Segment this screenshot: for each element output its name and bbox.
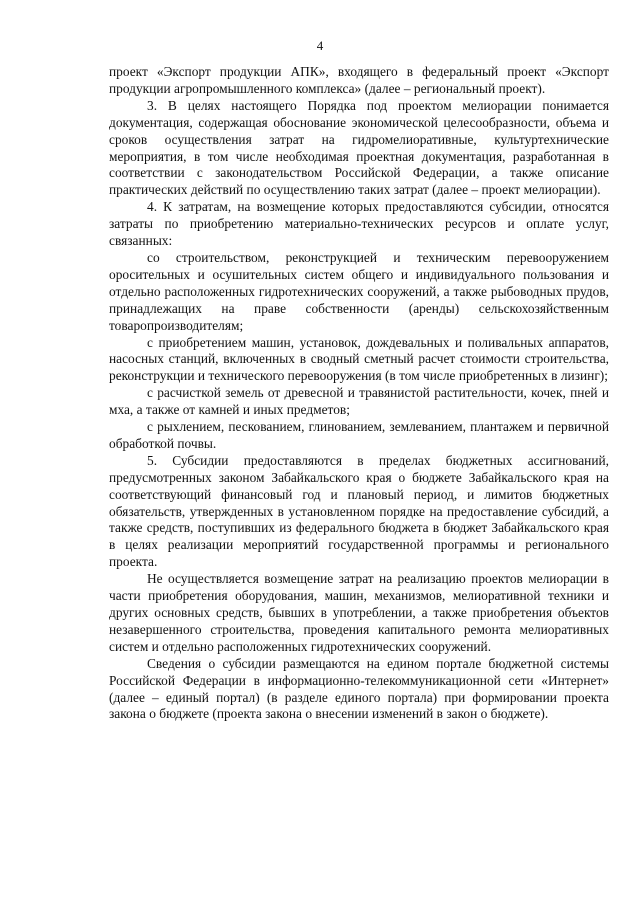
paragraph-continuation: проект «Экспорт продукции АПК», входящего в федеральный проект «Экспорт продукции агропромышленного комплекса» (далее – региональный проект). [109,64,609,96]
document-body [109,64,609,723]
paragraph-subitem-clearing: с расчисткой земель от древесной и травянистой растительности, кочек, пней и мха, а также от камней и иных предметов; [109,385,609,418]
paragraph-portal-info: Сведения о субсидии размещаются на едином портале бюджетной системы Российской Федерации в информационно-телекоммуникационной сети «Интернет» (далее – единый портал) (в разделе единого портала) при формировании проекта закона о бюджете (проекта закона о внесении изменений в закон о бюджете). [109,655,609,722]
paragraph-item-5: 5. Субсидии предоставляются в пределах бюджетных ассигнований, предусмотренных законом Забайкальского края о бюджете Забайкальского края на соответствующий финансовый год и плановый период, и лимитов бюджетных обязательств, утвержденных в установленном порядке на предоставление субсидий, а также средств, поступивших из федерального бюджета в бюджет Забайкальского края в целях реализации мероприятий государственной программы и регионального проекта. [109,452,609,570]
paragraph-subitem-soil: с рыхлением, пескованием, глинованием, землеванием, плантажем и первичной обработкой почвы. [109,419,609,451]
paragraph-item-3: 3. В целях настоящего Порядка под проектом мелиорации понимается документация, содержащая обоснование экономической целесообразности, объема и сроков осуществления затрат на гидромелиоративные, культуртехнические мероприятия, в том числе необходимая проектная документация, разработанная в соответствии с законодательством Российской Федерации, а также описание практических действий по осуществлению таких затрат (далее – проект мелиорации). [109,97,609,198]
paragraph-subitem-machinery: с приобретением машин, установок, дождевальных и поливальных аппаратов, насосных станций, включенных в сводный сметный расчет стоимости строительства, реконструкции и технического перевооружения (в том числе приобретенных в лизинг); [109,334,609,384]
paragraph-item-4: 4. К затратам, на возмещение которых предоставляются субсидии, относятся затраты по приобретению материально-технических ресурсов и оплате услуг, связанных: [109,199,609,249]
paragraph-exclusions: Не осуществляется возмещение затрат на реализацию проектов мелиорации в части приобретения оборудования, машин, механизмов, мелиоративной техники и других основных средств, бывших в употреблении, а также приобретения объектов незавершенного строительства, проведения капитального ремонта мелиоративных систем и отдельно расположенных гидротехнических сооружений. [109,571,609,654]
page-number: 4 [316,38,324,53]
paragraph-subitem-construction: со строительством, реконструкцией и техническим перевооружением оросительных и осушительных систем общего и индивидуального пользования и отдельно расположенных гидротехнических сооружений, а также рыбоводных прудов, принадлежащих на праве собственности (аренды) сельскохозяйственным товаропроизводителям; [109,249,609,333]
